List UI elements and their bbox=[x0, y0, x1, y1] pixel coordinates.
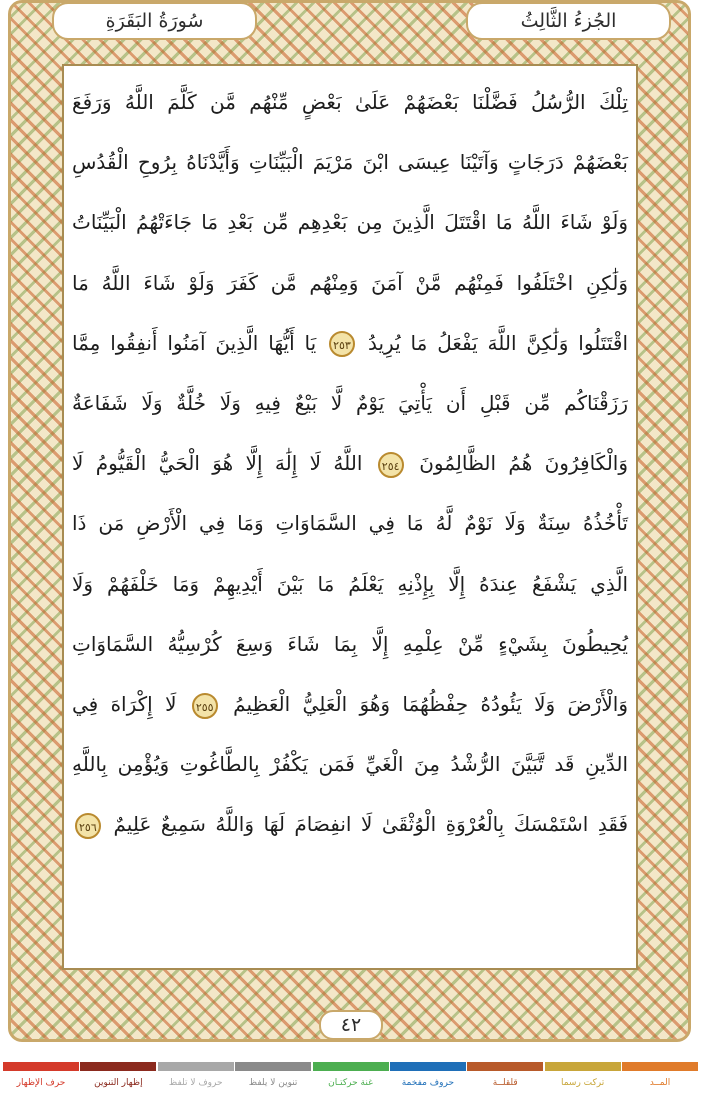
legend-item bbox=[622, 1062, 698, 1101]
legend-label: المــد bbox=[649, 1078, 671, 1088]
ayah-marker-255: ٢٥٥ bbox=[192, 693, 218, 719]
legend-item bbox=[3, 1062, 79, 1101]
legend-swatch bbox=[390, 1062, 466, 1071]
legend-swatch bbox=[545, 1062, 621, 1071]
legend-item bbox=[313, 1062, 389, 1101]
tajweed-legend bbox=[0, 1062, 701, 1101]
legend-swatch bbox=[467, 1062, 543, 1071]
legend-swatch bbox=[313, 1062, 389, 1071]
legend-label: حرف الإظهار bbox=[16, 1078, 66, 1088]
ayah-marker-256: ٢٥٦ bbox=[75, 813, 101, 839]
verse-text bbox=[72, 72, 628, 855]
legend-item bbox=[235, 1062, 311, 1101]
juz-label: الجُزءُ الثَّالِثُ bbox=[466, 2, 671, 40]
legend-label: قلقلــة bbox=[492, 1078, 518, 1088]
ayah-marker-254: ٢٥٤ bbox=[378, 452, 404, 478]
legend-label: تركت رسما bbox=[560, 1078, 605, 1088]
legend-swatch bbox=[80, 1062, 156, 1071]
verse-253-text: تِلْكَ الرُّسُلُ فَضَّلْنَا بَعْضَهُمْ عَلَىٰ بَعْضٍ مِّنْهُم مَّن كَلَّمَ اللَّهُ وَرَفَعَ بَعْضَهُمْ دَرَجَاتٍ وَآتَيْنَا عِيسَى ابْنَ مَرْيَمَ الْبَيِّنَاتِ وَأَيَّدْنَاهُ بِرُوحِ الْقُدُسِ وَلَوْ شَاءَ اللَّهُ مَا اقْتَتَلَ الَّذِينَ مِن بَعْدِهِم مِّن بَعْدِ مَا جَاءَتْهُمُ الْبَيِّنَاتُ وَلَٰكِنِ اخْتَلَفُوا فَمِنْهُم مَّنْ آمَنَ وَمِنْهُم مَّن كَفَرَ وَلَوْ شَاءَ اللَّهُ مَا اقْتَتَلُوا وَلَٰكِنَّ اللَّهَ يَفْعَلُ مَا يُرِيدُ bbox=[72, 90, 628, 355]
legend-label: تنوين لا يلفظ bbox=[248, 1078, 298, 1088]
verse-256-text: لَا إِكْرَاهَ فِي الدِّينِ قَد تَّبَيَّنَ الرُّشْدُ مِنَ الْغَيِّ فَمَن يَكْفُرْ بِالطَّاغُوتِ وَيُؤْمِن بِاللَّهِ فَقَدِ اسْتَمْسَكَ بِالْعُرْوَةِ الْوُثْقَىٰ لَا انفِصَامَ لَهَا وَاللَّهُ سَمِيعٌ عَلِيمٌ bbox=[72, 692, 629, 837]
legend-item bbox=[467, 1062, 543, 1101]
quran-text-panel bbox=[62, 64, 638, 970]
legend-item bbox=[390, 1062, 466, 1101]
legend-label: حروف مفخمة bbox=[401, 1078, 455, 1088]
legend-item bbox=[80, 1062, 156, 1101]
ayah-marker-253: ٢٥٣ bbox=[329, 331, 355, 357]
verse-254-text: يَا أَيُّهَا الَّذِينَ آمَنُوا أَنفِقُوا مِمَّا رَزَقْنَاكُم مِّن قَبْلِ أَن يَأْتِيَ يَوْمٌ لَّا بَيْعٌ فِيهِ وَلَا خُلَّةٌ وَلَا شَفَاعَةٌ وَالْكَافِرُونَ هُمُ الظَّالِمُونَ bbox=[72, 330, 629, 476]
legend-label: غنة حركتـان bbox=[328, 1078, 373, 1088]
verse-255-text: اللَّهُ لَا إِلَٰهَ إِلَّا هُوَ الْحَيُّ الْقَيُّومُ لَا تَأْخُذُهُ سِنَةٌ وَلَا نَوْمٌ لَّهُ مَا فِي السَّمَاوَاتِ وَمَا فِي الْأَرْضِ مَن ذَا الَّذِي يَشْفَعُ عِندَهُ إِلَّا بِإِذْنِهِ يَعْلَمُ مَا بَيْنَ أَيْدِيهِمْ وَمَا خَلْفَهُمْ وَلَا يُحِيطُونَ بِشَيْءٍ مِّنْ عِلْمِهِ إِلَّا بِمَا شَاءَ وَسِعَ كُرْسِيُّهُ السَّمَاوَاتِ وَالْأَرْضَ وَلَا يَئُودُهُ حِفْظُهُمَا وَهُوَ الْعَلِيُّ الْعَظِيمُ bbox=[72, 451, 628, 717]
legend-label: إظهار التنوين bbox=[94, 1078, 143, 1088]
legend-label: حروف لا تلفظ bbox=[168, 1078, 223, 1088]
surah-label: سُورَةُ البَقَرَةِ bbox=[52, 2, 257, 40]
legend-swatch bbox=[3, 1062, 79, 1071]
legend-item bbox=[158, 1062, 234, 1101]
legend-swatch bbox=[235, 1062, 311, 1071]
page-number: ٤٢ bbox=[319, 1010, 383, 1040]
legend-swatch bbox=[622, 1062, 698, 1071]
legend-item bbox=[545, 1062, 621, 1101]
legend-swatch bbox=[158, 1062, 234, 1071]
